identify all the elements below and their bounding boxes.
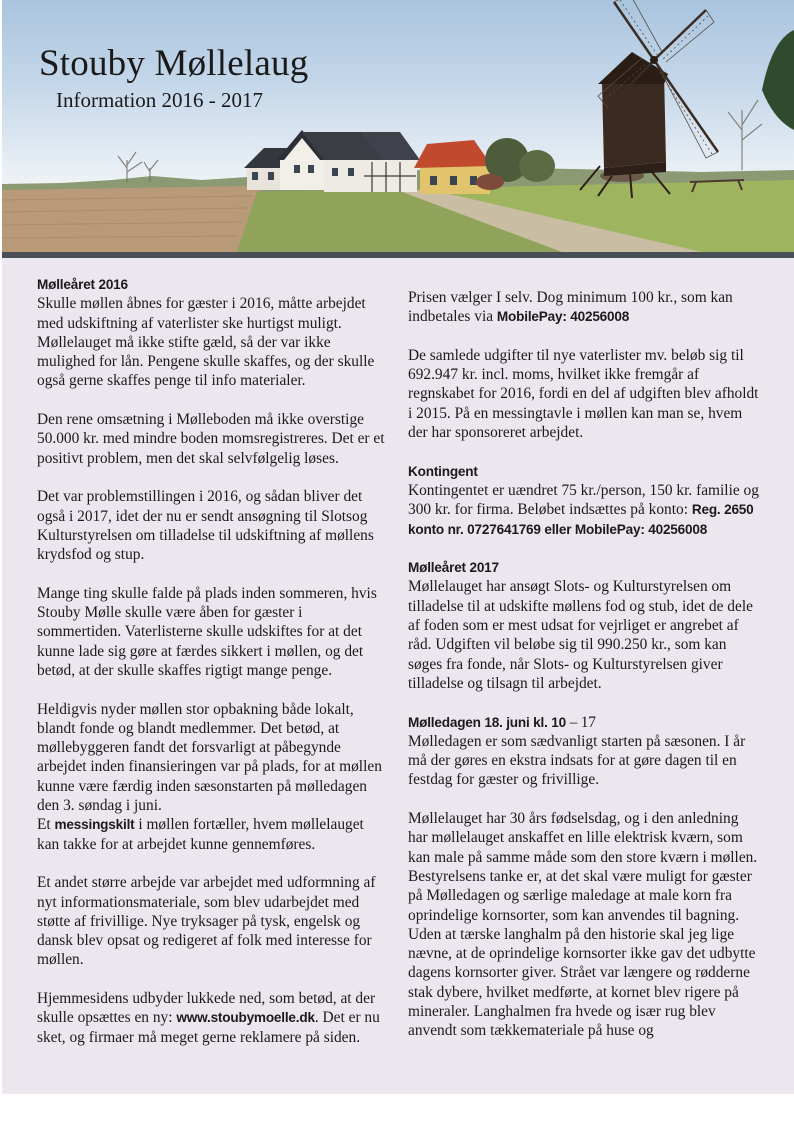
paragraph: Skulle møllen åbnes for gæster i 2016, måtte arbejdet med udskiftning af vaterlister ske hurtigst muligt. Møllelauget må ikke stifte gæld, så der var ikke mulighed for lån. Pengene skulle skaffes, og der skulle også gerne skaffes penge til info materialer. [37, 295, 375, 390]
paragraph-price [408, 288, 760, 327]
heading-time: – 17 [565, 713, 596, 731]
text-span: Prisen vælger I selv. Dog minimum 100 kr., som kan indbetales via [408, 289, 733, 326]
left-column [37, 275, 387, 1066]
section-heading-kontingent: Kontingent [408, 463, 478, 479]
paragraph: Uden at tærske langhalm på den historie skal jeg lige nævne, at de oprindelige kornsorter ikke gav det udbytte dagens kornsorter giver. Strået var længere og rødderne stak dybere, hvilket medførte, at kornet blev rigere på mineraler. Langhalmen fra hvede og især rug blev anvendt som tækkemateriale på huse og [408, 925, 756, 1040]
website-link[interactable]: www.stoubymoelle.dk [176, 1010, 315, 1026]
section-heading-moelleaaret-2016: Mølleåret 2016 [37, 277, 128, 292]
paragraph: Et andet større arbejde var arbejdet med udformning af nyt informationsmateriale, som blev udarbejdet med støtte af frivillige. Nye tryksager på tysk, engelsk og dansk blev opsat og redigeret af folk med interesse for møllen. [37, 874, 376, 969]
text-span: i møllen fortæller, hvem møllelauget kan takke for at arbejdet kunne gennemføres. [37, 816, 364, 853]
header-banner [2, 0, 794, 252]
page-subtitle: Information 2016 - 2017 [56, 88, 264, 112]
right-column [408, 288, 760, 1041]
paragraph: De samlede udgifter til nye vaterlister mv. beløb sig til 692.947 kr. incl. moms, hvilket ikke fremgår af regnskabet for 2016, fordi en del af udgiften blev afholdt i 2015. På en messingtavle i møllen kan man se, hvem der har sponsoreret arbejdet. [408, 346, 759, 442]
section-heading-moelledagen [408, 713, 760, 732]
heading-text: Mølledagen 18. juni kl. 10 [408, 714, 566, 730]
bold-mobilepay: MobilePay: 40256008 [496, 309, 630, 325]
paragraph-website [37, 989, 387, 1047]
paragraph-messingskilt [37, 815, 387, 854]
paragraph: Møllelauget har 30 års fødselsdag, og i den anledning har møllelauget anskaffet en lille elektrisk kværn, som kan male på samme måde som den store kværn i møllen. Bestyrelsens tanke er, at det skal være muligt for gæster på Mølledagen og særlige maledage at male korn fra oprindelige kornsorter, som kan anvendes til bagning. [408, 810, 758, 924]
text-span: Kontingentet er uændret 75 kr./person, 150 kr. familie og 300 kr. for firma. Beløbet indsættes på konto: [408, 481, 759, 519]
text-span: Et [37, 816, 55, 834]
text-span: . Det er nu sket, og firmaer må meget gerne reklamere på siden. [37, 1009, 380, 1046]
bold-messingskilt: messingskilt [54, 817, 135, 833]
paragraph: Heldigvis nyder møllen stor opbakning både lokalt, blandt fonde og blandt medlemmer. Det betød, at møllebyggeren fandt det forsvarligt at påbegynde arbejdet inden finansieringen var på plads, for at møllen kunne være færdig inden sæsonstarten på mølledagen den 3. søndag i juni. [37, 700, 382, 815]
bold-account: Reg. 2650 konto nr. 0727641769 eller MobilePay: 40256008 [408, 502, 754, 537]
section-heading-moelleaaret-2017: Mølleåret 2017 [408, 560, 499, 576]
paragraph: Det var problemstillingen i 2016, og sådan bliver det også i 2017, idet der nu er sendt ansøgning til Slotsog Kulturstyrelsen om tilladelse til udskiftning af møllens krydsfod og stup. [37, 488, 374, 564]
paragraph: Mange ting skulle falde på plads inden sommeren, hvis Stouby Mølle skulle være åben for gæster i sommertiden. Vaterlisterne skulle udskiftes for at det kunne lade sig gøre at færdes sikkert i møllen, og det betød, at der skulle skaffes rigtigt mange penge. [37, 584, 377, 679]
content-panel [2, 258, 794, 1094]
paragraph: Møllelauget har ansøgt Slots- og Kulturstyrelsen om tilladelse til at udskifte møllens fod og stub, idet de dele af foden som er mest udsat for vejrliget er angrebet af råd. Udgiften vil beløbe sig til 990.250 kr., som kan søges fra fonde, når Slots- og Kulturstyrelsen giver tilladelse og tilsagn til arbejdet. [408, 578, 753, 692]
page-title: Stouby Møllelaug [39, 43, 309, 84]
text-span: Hjemmesidens udbyder lukkede ned, som betød, at der skulle opsættes en ny: [37, 989, 376, 1027]
paragraph: Den rene omsætning i Mølleboden må ikke overstige 50.000 kr. med mindre boden momsregistreres. Det er et positivt problem, men det skal selvfølgelig løses. [37, 411, 385, 467]
paragraph-kontingent [408, 481, 760, 539]
windmill-landscape-photo [2, 0, 794, 252]
paragraph: Mølledagen er som sædvanligt starten på sæsonen. I år må der gøres en ekstra indsats for at gøre dagen til en festdag for gæster og frivillige. [408, 732, 746, 789]
